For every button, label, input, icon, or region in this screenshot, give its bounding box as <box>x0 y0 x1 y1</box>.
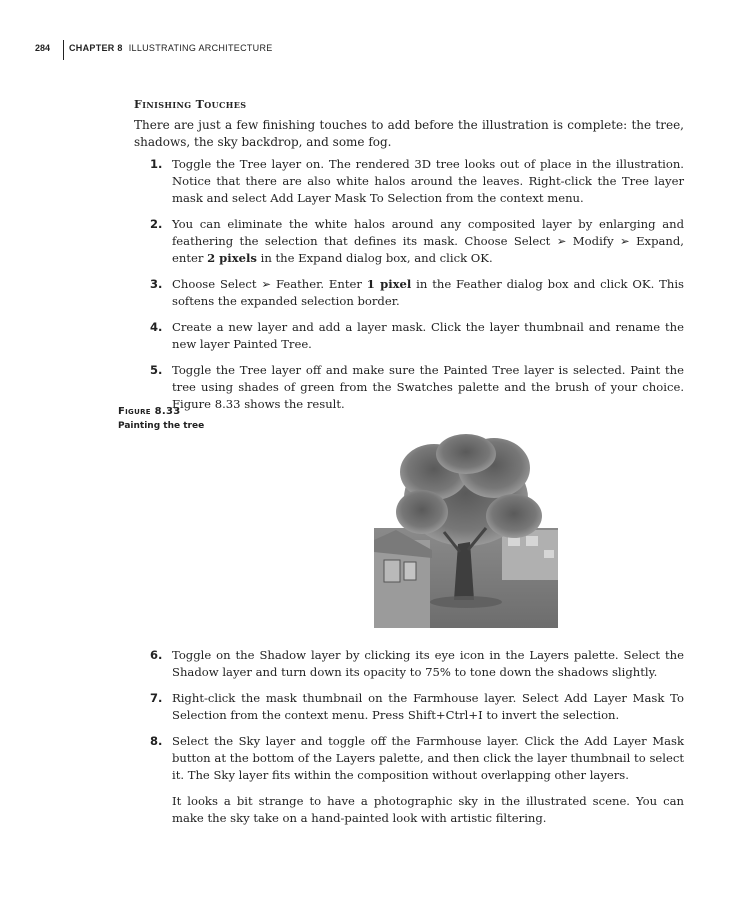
figure-number: Figure 8.33 <box>118 406 181 417</box>
step-item <box>134 733 684 784</box>
step-number: 3. <box>150 277 163 291</box>
step-text: Create a new layer and add a layer mask. Click the layer thumbnail and rename the new layer Painted Tree. <box>172 320 684 351</box>
step-text: Right-click the mask thumbnail on the Farmhouse layer. Select Add Layer Mask To Selection from the context menu. Press Shift+Ctrl+I to invert the selection. <box>172 691 684 722</box>
tree-illustration <box>374 432 558 628</box>
section-intro: There are just a few finishing touches to add before the illustration is complete: the tree, shadows, the sky backdrop, and some fog. <box>134 118 684 149</box>
step-number: 1. <box>150 157 163 171</box>
chapter-number: CHAPTER 8 <box>69 43 123 53</box>
step-text: Toggle on the Shadow layer by clicking its eye icon in the Layers palette. Select the Shadow layer and turn down its opacity to 75% to tone down the shadows slightly. <box>172 648 684 679</box>
step-text: Toggle the Tree layer on. The rendered 3D tree looks out of place in the illustration. Notice that there are also white halos around the leaves. Right-click the Tree layer mask and select Add Layer Mask To Selection from the context menu. <box>172 157 684 205</box>
steps-list-a <box>134 156 684 422</box>
figure-caption: Painting the tree <box>118 421 205 431</box>
steps-list-b <box>134 647 684 827</box>
step-item <box>134 216 684 267</box>
step-text: Toggle the Tree layer off and make sure the Painted Tree layer is selected. Paint the tree using shades of green from the Swatches palette and the brush of your choice. Figure 8.33 shows the result. <box>172 363 684 411</box>
painted-tree-image <box>374 432 558 628</box>
step-number: 2. <box>150 217 163 231</box>
step-item <box>134 647 684 681</box>
step-item <box>134 156 684 207</box>
step-text: Select the Sky layer and toggle off the Farmhouse layer. Click the Add Layer Mask button at the bottom of the Layers palette, and then click the layer thumbnail to select it. The Sky layer fits within the composition without overlapping other layers. <box>172 734 684 782</box>
chapter-title: ILLUSTRATING ARCHITECTURE <box>128 43 273 53</box>
figure-label <box>118 406 204 431</box>
section-heading: Finishing Touches <box>134 98 247 111</box>
step-number: 6. <box>150 648 163 662</box>
step-item <box>134 690 684 724</box>
step-item <box>134 319 684 353</box>
header-divider <box>63 40 64 60</box>
step-text: Choose Select ➢ Feather. Enter 1 pixel in the Feather dialog box and click OK. This softens the expanded selection border. <box>172 277 684 308</box>
step-number: 8. <box>150 734 163 748</box>
page-number: 284 <box>35 43 51 53</box>
step-number: 7. <box>150 691 163 705</box>
closing-paragraph: It looks a bit strange to have a photographic sky in the illustrated scene. You can make the sky take on a hand-painted look with artistic filtering. <box>172 794 684 825</box>
step-item <box>134 362 684 413</box>
step-item <box>134 276 684 310</box>
step-number: 4. <box>150 320 163 334</box>
chapter-label <box>69 43 273 53</box>
step-number: 5. <box>150 363 163 377</box>
step-text: You can eliminate the white halos around any composited layer by enlarging and feathering the selection that defines its mask. Choose Select ➢ Modify ➢ Expand, enter 2 pixels in the Expand dialog box, and click OK. <box>172 217 684 265</box>
